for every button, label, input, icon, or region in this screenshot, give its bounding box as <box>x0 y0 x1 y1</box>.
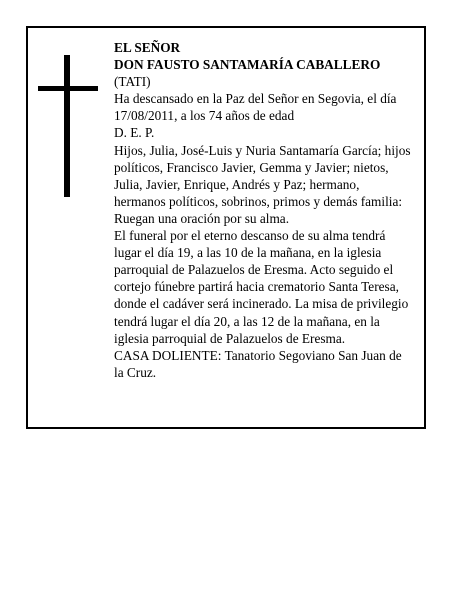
mourning-house: CASA DOLIENTE: Tanatorio Segoviano San Juan de la Cruz. <box>114 347 402 380</box>
dep-line: D. E. P. <box>114 125 155 141</box>
death-notice: Ha descansado en la Paz del Señor en Segovia, el día 17/08/2011, a los 74 años de edad <box>114 91 397 124</box>
nickname: (TATI) <box>114 74 151 90</box>
prayer-request: Ruegan una oración por su alma. <box>114 210 290 226</box>
deceased-name: DON FAUSTO SANTAMARÍA CABALLERO <box>114 57 381 73</box>
heading-line-1: EL SEÑOR <box>114 40 181 55</box>
cross-vertical-bar <box>64 55 70 197</box>
family-list: Hijos, Julia, José-Luis y Nuria Santamaría García; hijos políticos, Francisco Javier, Gemma y Javier; nietos, Julia, Javier, Enrique, Andrés y Paz; hermano, hermanos políticos, sobrinos, primos y demás familia: <box>114 142 411 209</box>
cross-icon <box>38 55 98 197</box>
obituary-text <box>114 39 414 381</box>
funeral-details: El funeral por el eterno descanso de su alma tendrá lugar el día 19, a las 10 de la mañana, en la iglesia parroquial de Palazuelos de Eresma. Acto seguido el cortejo fúnebre partirá hacia crematorio Santa Teresa, donde el cadáver será incinerado. La misa de privilegio tendrá lugar el día 20, a las 12 de la mañana, en la iglesia parroquial de Palazuelos de Eresma. <box>114 228 409 346</box>
cross-horizontal-bar <box>38 86 98 91</box>
